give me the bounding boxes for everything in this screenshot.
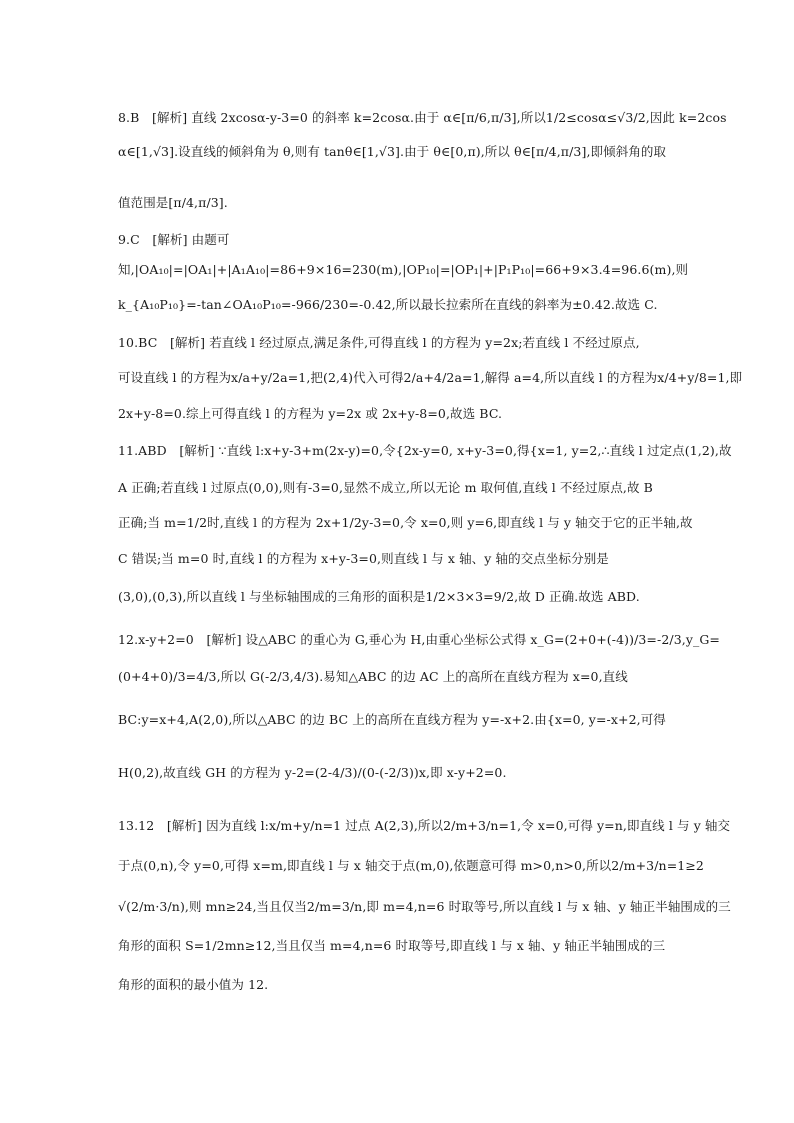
q10-line-1: 10.BC [解析] 若直线 l 经过原点,满足条件,可得直线 l 的方程为 y=2x;若直线 l 不经过原点, bbox=[118, 335, 640, 350]
q12-line-3: BC:y=x+4,A(2,0),所以△ABC 的边 BC 上的高所在直线方程为 y=-x+2.由{x=0, y=-x+2,可得 bbox=[118, 712, 666, 727]
q9-line-2: 知,|OA₁₀|=|OA₁|+|A₁A₁₀|=86+9×16=230(m),|OP₁₀|=|OP₁|+|P₁P₁₀|=66+9×3.4=96.6(m),则 bbox=[118, 262, 689, 277]
q10-line-2: 可设直线 l 的方程为x/a+y/2a=1,把(2,4)代入可得2/a+4/2a=1,解得 a=4,所以直线 l 的方程为x/4+y/8=1,即 bbox=[118, 370, 743, 385]
q12-line-1: 12.x-y+2=0 [解析] 设△ABC 的重心为 G,垂心为 H,由重心坐标公式得 x_G=(2+0+(-4))/3=-2/3,y_G= bbox=[118, 632, 720, 647]
q13-line-5: 角形的面积的最小值为 12. bbox=[118, 977, 269, 992]
q11-line-2: A 正确;若直线 l 过原点(0,0),则有-3=0,显然不成立,所以无论 m 取何值,直线 l 不经过原点,故 B bbox=[118, 480, 653, 495]
q12-line-2: (0+4+0)/3=4/3,所以 G(-2/3,4/3).易知△ABC 的边 AC 上的高所在直线方程为 x=0,直线 bbox=[118, 669, 628, 684]
q9-line-1: 9.C [解析] 由题可 bbox=[118, 232, 230, 247]
q8-line-1: 8.B [解析] 直线 2xcosα-y-3=0 的斜率 k=2cosα.由于 α∈[π/6,π/3],所以1/2≤cosα≤√3/2,因此 k=2cos bbox=[118, 110, 727, 125]
q13-line-2: 于点(0,n),令 y=0,可得 x=m,即直线 l 与 x 轴交于点(m,0),依题意可得 m>0,n>0,所以2/m+3/n=1≥2 bbox=[118, 858, 704, 873]
q8-line-2: α∈[1,√3].设直线的倾斜角为 θ,则有 tanθ∈[1,√3].由于 θ∈[0,π),所以 θ∈[π/4,π/3],即倾斜角的取 bbox=[118, 144, 667, 159]
q11-line-5: (3,0),(0,3),所以直线 l 与坐标轴围成的三角形的面积是1/2×3×3=9/2,故 D 正确.故选 ABD. bbox=[118, 589, 640, 604]
q13-line-1: 13.12 [解析] 因为直线 l:x/m+y/n=1 过点 A(2,3),所以2/m+3/n=1,令 x=0,可得 y=n,即直线 l 与 y 轴交 bbox=[118, 818, 731, 833]
q13-line-4: 角形的面积 S=1/2mn≥12,当且仅当 m=4,n=6 时取等号,即直线 l 与 x 轴、y 轴正半轴围成的三 bbox=[118, 938, 666, 953]
q11-line-3: 正确;当 m=1/2时,直线 l 的方程为 2x+1/2y-3=0,令 x=0,则 y=6,即直线 l 与 y 轴交于它的正半轴,故 bbox=[118, 515, 693, 530]
q13-line-3: √(2/m·3/n),则 mn≥24,当且仅当2/m=3/n,即 m=4,n=6 时取等号,所以直线 l 与 x 轴、y 轴正半轴围成的三 bbox=[118, 899, 731, 914]
q10-line-3: 2x+y-8=0.综上可得直线 l 的方程为 y=2x 或 2x+y-8=0,故选 BC. bbox=[118, 406, 503, 421]
q8-line-3: 值范围是[π/4,π/3]. bbox=[118, 195, 228, 210]
q12-line-4: H(0,2),故直线 GH 的方程为 y-2=(2-4/3)/(0-(-2/3))x,即 x-y+2=0. bbox=[118, 765, 507, 780]
q11-line-1: 11.ABD [解析] ∵直线 l:x+y-3+m(2x-y)=0,令{2x-y=0, x+y-3=0,得{x=1, y=2,∴直线 l 过定点(1,2),故 bbox=[118, 443, 732, 458]
q11-line-4: C 错误;当 m=0 时,直线 l 的方程为 x+y-3=0,则直线 l 与 x 轴、y 轴的交点坐标分别是 bbox=[118, 551, 609, 566]
q9-line-3: k_{A₁₀P₁₀}=-tan∠OA₁₀P₁₀=-966/230=-0.42,所以最长拉索所在直线的斜率为±0.42.故选 C. bbox=[118, 297, 658, 312]
